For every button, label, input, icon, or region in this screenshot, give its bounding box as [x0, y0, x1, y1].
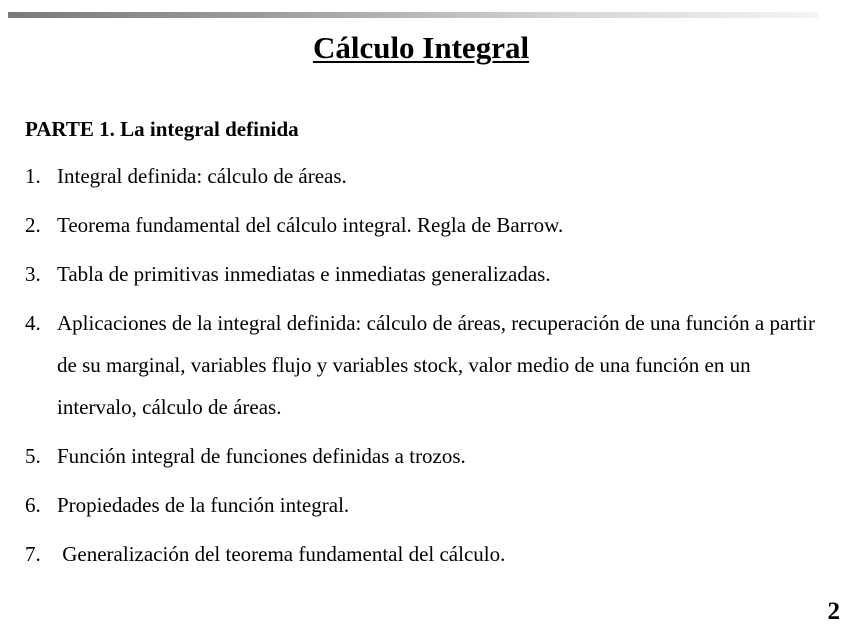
topic-text: Función integral de funciones definidas a trozos.: [57, 444, 466, 468]
top-divider-bar: [8, 12, 818, 18]
topic-text: Propiedades de la función integral.: [57, 493, 350, 517]
topic-item-6: [25, 484, 825, 526]
topic-item-2: [25, 204, 825, 246]
slide-title: Cálculo Integral: [312, 30, 530, 65]
topic-item-4: [25, 302, 825, 428]
topic-list: [25, 164, 825, 582]
topic-number: 3.: [25, 262, 41, 286]
topic-text: Generalización del teorema fundamental del cálculo.: [57, 542, 506, 566]
topic-number: 5.: [25, 444, 41, 468]
topic-number: 1.: [25, 164, 41, 188]
topic-number: 4.: [25, 311, 41, 335]
topic-number: 2.: [25, 213, 41, 237]
topic-item-5: [25, 435, 825, 477]
topic-text: Integral definida: cálculo de áreas.: [57, 164, 347, 188]
section-heading: PARTE 1. La integral definida: [25, 117, 299, 141]
topic-text: Tabla de primitivas inmediatas e inmediatas generalizadas.: [57, 262, 551, 286]
page-number: 2: [827, 598, 840, 625]
topic-item-7: [25, 533, 825, 575]
topic-number: 6.: [25, 493, 41, 517]
topic-text: Teorema fundamental del cálculo integral. Regla de Barrow.: [57, 213, 564, 237]
topic-item-3: [25, 253, 825, 295]
topic-number: 7.: [25, 542, 41, 566]
topic-item-1: [25, 155, 825, 197]
topic-text: Aplicaciones de la integral definida: cálculo de áreas, recuperación de una función a partir de su marginal, variables flujo y variables stock, valor medio de una función en un intervalo, cálculo de áreas.: [57, 311, 815, 419]
